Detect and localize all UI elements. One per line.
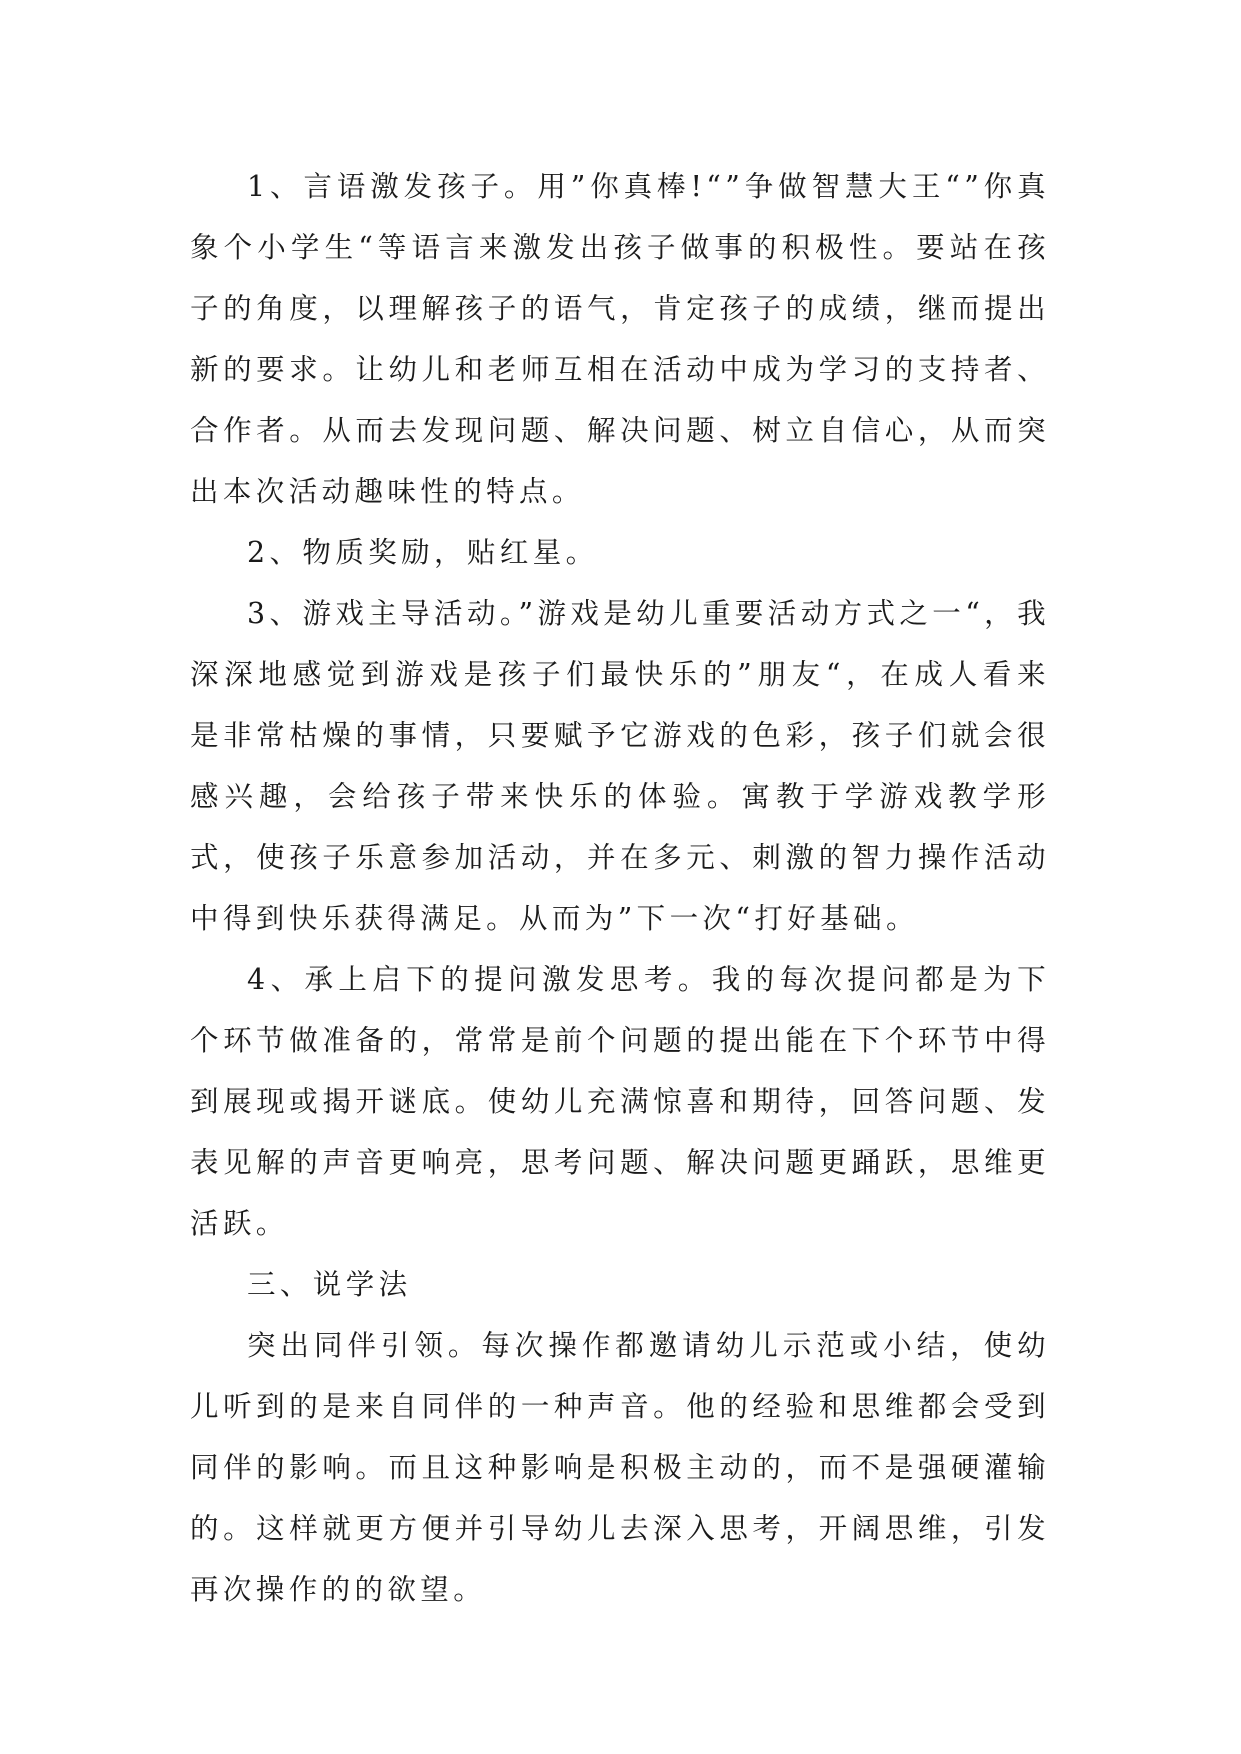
paragraph-3: 3、游戏主导活动。”游戏是幼儿重要活动方式之一“，我深深地感觉到游戏是孩子们最快乐的”朋友“，在成人看来是非常枯燥的事情，只要赋予它游戏的色彩，孩子们就会很感兴趣，会给孩子带来快乐的体验。寓教于学游戏教学形式，使孩子乐意参加活动，并在多元、刺激的智力操作活动中得到快乐获得满足。从而为”下一次“打好基础。	[190, 597, 1050, 935]
document-body	[190, 156, 1050, 1620]
paragraph-5: 突出同伴引领。每次操作都邀请幼儿示范或小结，使幼儿听到的是来自同伴的一种声音。他的经验和思维都会受到同伴的影响。而且这种影响是积极主动的，而不是强硬灌输的。这样就更方便并引导幼儿去深入思考，开阔思维，引发再次操作的的欲望。	[190, 1329, 1050, 1606]
section-heading: 三、说学法	[247, 1268, 412, 1301]
paragraph-1: 1、言语激发孩子。用”你真棒!“”争做智慧大王“”你真象个小学生“等语言来激发出孩子做事的积极性。要站在孩子的角度，以理解孩子的语气，肯定孩子的成绩，继而提出新的要求。让幼儿和老师互相在活动中成为学习的支持者、合作者。从而去发现问题、解决问题、树立自信心，从而突出本次活动趣味性的特点。	[190, 170, 1050, 508]
paragraph-4: 4、承上启下的提问激发思考。我的每次提问都是为下个环节做准备的，常常是前个问题的提出能在下个环节中得到展现或揭开谜底。使幼儿充满惊喜和期待，回答问题、发表见解的声音更响亮，思考问题、解决问题更踊跃，思维更活跃。	[190, 963, 1050, 1240]
paragraph-2: 2、物质奖励，贴红星。	[247, 536, 599, 569]
